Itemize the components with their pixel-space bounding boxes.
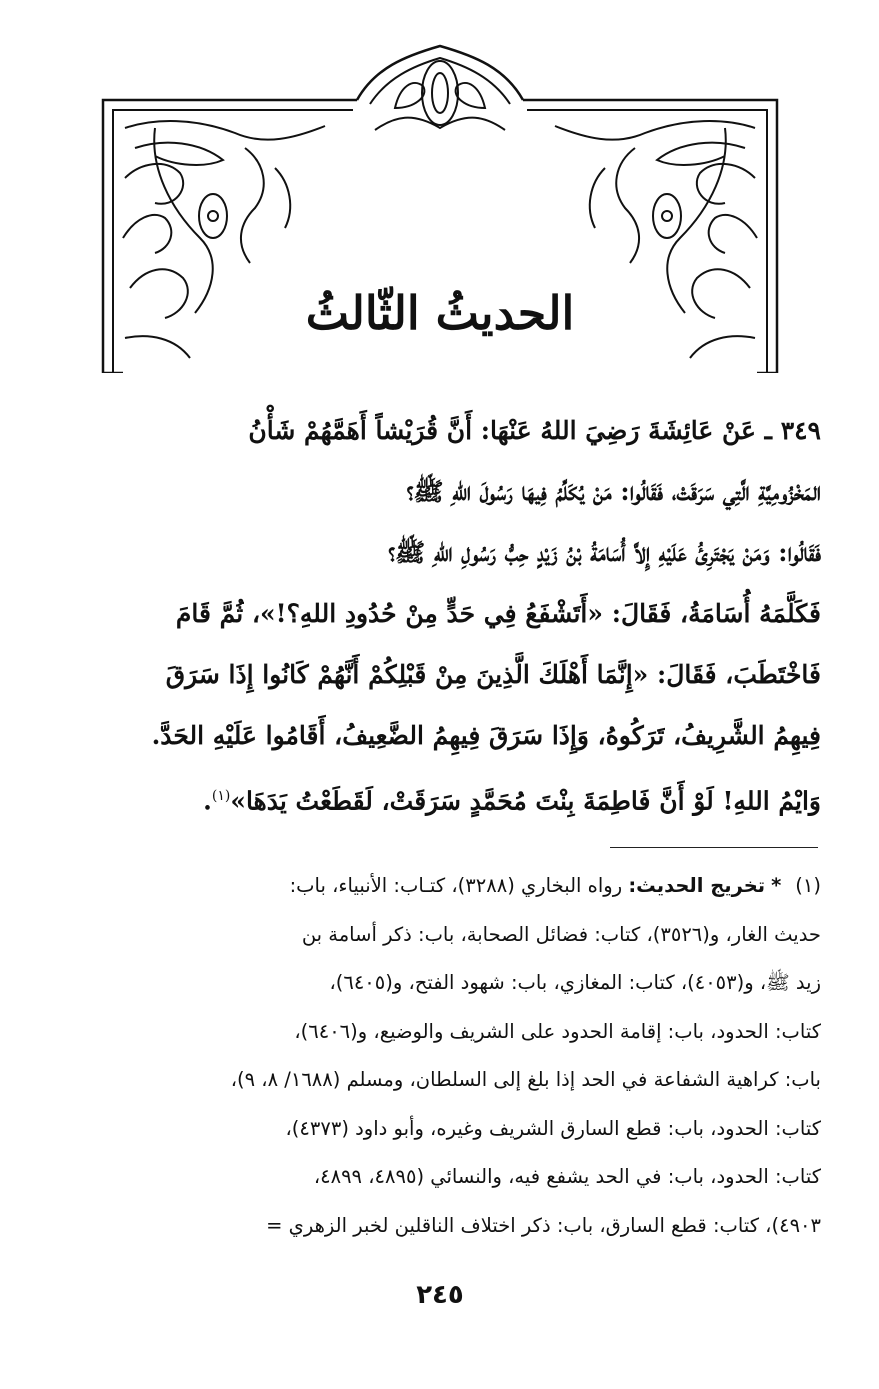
section-title: الحديثُ الثّالثُ (305, 286, 575, 340)
footnote-line: كتاب: الحدود، باب: إقامة الحدود على الشريف والوضيع، و(٦٤٠٦)، (294, 1019, 821, 1043)
hadith-line: فِيهِمُ الشَّرِيفُ، تَرَكُوهُ، وَإِذَا سَرَقَ فِيهِمُ الضَّعِيفُ، أَقَامُوا عَلَيْهِ الحَدَّ. (151, 721, 821, 750)
hadith-line-last: وَايْمُ اللهِ! لَوْ أَنَّ فَاطِمَةَ بِنْتَ مُحَمَّدٍ سَرَقَتْ، لَقَطَعْتُ يَدَهَا»$^{(١)}$. (203, 786, 821, 816)
footnote-reference: (١) (211, 788, 231, 804)
footnote-divider (610, 847, 818, 848)
footnote-number: (١) (795, 874, 821, 897)
footnote (95, 862, 821, 1250)
hadith-line: ٣٤٩ ـ عَنْ عَائِشَةَ رَضِيَ اللهُ عَنْهَا: أَنَّ قُرَيْشاً أَهَمَّهُمْ شَأْنُ (248, 416, 821, 445)
hadith-line: المَخْزُومِيَّةِ الَّتِي سَرَقَتْ، فَقَالُوا: مَنْ يُكَلِّمُ فِيهَا رَسُولَ اللهِ ﷺ؟ (406, 477, 821, 506)
hadith-line: فَقَالُوا: وَمَنْ يَجْتَرِئُ عَلَيْهِ إِلاَّ أُسَامَةُ بْنُ زَيْدٍ حِبُّ رَسُولِ اللهِ ﷺ؟ (388, 538, 821, 567)
hadith-line: وَايْمُ اللهِ! لَوْ أَنَّ فَاطِمَةَ بِنْتَ مُحَمَّدٍ سَرَقَتْ، لَقَطَعْتُ يَدَهَا» (230, 786, 821, 816)
footnote-line-first (95, 862, 821, 911)
footnote-line: كتاب: الحدود، باب: قطع السارق الشريف وغيره، وأبو داود (٤٣٧٣)، (285, 1116, 821, 1140)
hadith-line: فَكَلَّمَهُ أُسَامَةُ، فَقَالَ: «أَتَشْفَعُ فِي حَدٍّ مِنْ حُدُودِ اللهِ؟!»، ثُمَّ قَامَ (175, 599, 821, 628)
footnote-line: باب: كراهية الشفاعة في الحد إذا بلغ إلى السلطان، ومسلم (١٦٨٨/ ٨، ٩)، (230, 1068, 821, 1091)
hadith-text (72, 400, 821, 831)
footnote-text: رواه البخاري (٣٢٨٨)، كتـاب: الأنبياء، باب: (289, 874, 623, 897)
footnote-line: كتاب: الحدود، باب: في الحد يشفع فيه، والنسائي (٤٨٩٥، ٤٨٩٩، (313, 1165, 821, 1188)
footnote-line: ٤٩٠٣)، كتاب: قطع السارق، باب: ذكر اختلاف الناقلين لخبر الزهري = (266, 1213, 821, 1237)
page-number: ٢٤٥ (416, 1280, 464, 1310)
footnote-label: تخريج الحديث: (628, 874, 766, 897)
footnote-line: زيد ﷺ، و(٤٠٥٣)، كتاب: المغازي، باب: شهود الفتح، و(٦٤٠٥)، (329, 971, 821, 994)
star-icon: * (771, 874, 782, 897)
hadith-line: فَاخْتَطَبَ، فَقَالَ: «إِنَّمَا أَهْلَكَ الَّذِينَ مِنْ قَبْلِكُمْ أَنَّهُمْ كَانُوا إِذَا سَرَقَ (165, 660, 821, 689)
footnote-line: حديث الغار، و(٣٥٢٦)، كتاب: فضائل الصحابة، باب: ذكر أسامة بن (301, 922, 821, 946)
